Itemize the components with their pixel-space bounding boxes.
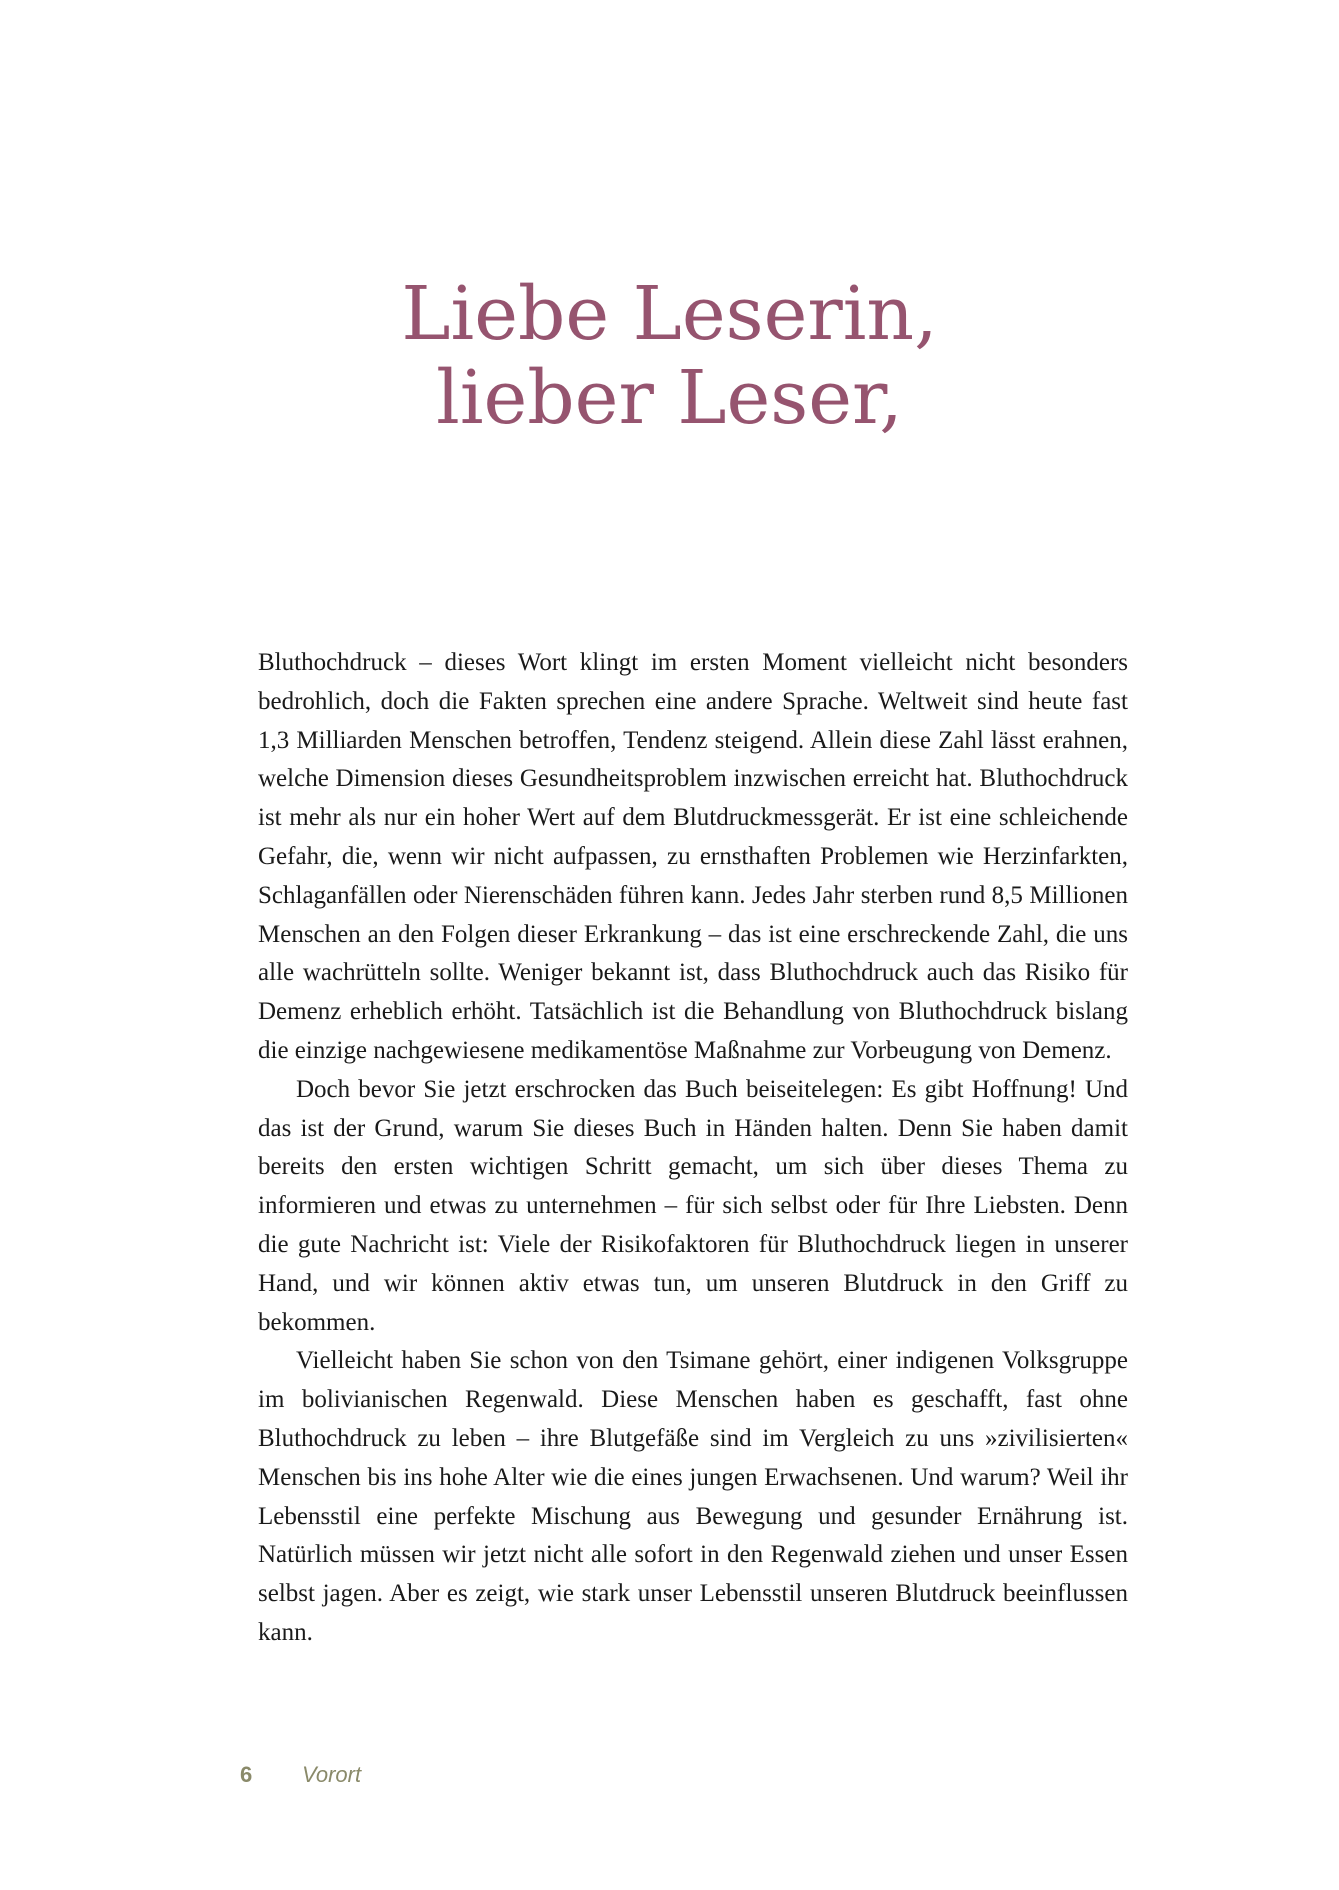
paragraph-2: Doch bevor Sie jetzt erschrocken das Buch beiseitelegen: Es gibt Hoffnung! Und das ist der Grund, warum Sie dieses Buch in Händen halten. Denn Sie haben damit bereits den ersten wichtigen Schritt gemacht, um sich über dieses Thema zu informieren und etwas zu unternehmen – für sich selbst oder für Ihre Liebsten. Denn die gute Nachricht ist: Viele der Risikofaktoren für Bluthochdruck liegen in unserer Hand, und wir können aktiv etwas tun, um unseren Blutdruck in den Griff zu bekommen. bbox=[258, 1075, 1128, 1336]
page-number: 6 bbox=[240, 1762, 253, 1787]
paragraph-3: Vielleicht haben Sie schon von den Tsimane gehört, einer indigenen Volksgruppe im bolivianischen Regenwald. Diese Menschen haben es geschafft, fast ohne Bluthochdruck zu leben – ihre Blutgefäße sind im Vergleich zu uns »zivilisierten« Menschen bis ins hohe Alter wie die eines jungen Erwachsenen. Und warum? Weil ihr Lebensstil eine perfekte Mischung aus Bewegung und gesunder Ernährung ist. Natürlich müssen wir jetzt nicht alle sofort in den Regenwald ziehen und unser Essen selbst jagen. Aber es zeigt, wie stark unser Lebensstil unseren Blutdruck beeinflussen kann. bbox=[258, 1347, 1128, 1646]
paragraph-1: Bluthochdruck – dieses Wort klingt im ersten Moment vielleicht nicht besonders bedrohlich, doch die Fakten sprechen eine andere Sprache. Weltweit sind heute fast 1,3 Milliarden Menschen betroffen, Tendenz steigend. Allein diese Zahl lässt erahnen, welche Dimension dieses Gesundheitsproblem inzwischen erreicht hat. Bluthochdruck ist mehr als nur ein hoher Wert auf dem Blutdruckmessgerät. Er ist eine schleichende Gefahr, die, wenn wir nicht aufpassen, zu ernsthaften Problemen wie Herzinfarkten, Schlaganfällen oder Nierenschäden führen kann. Jedes Jahr sterben rund 8,5 Millionen Menschen an den Folgen dieser Erkrankung – das ist eine erschreckende Zahl, die uns alle wachrütteln sollte. Weniger bekannt ist, dass Bluthochdruck auch das Risiko für Demenz erheblich erhöht. Tatsächlich ist die Behandlung von Bluthochdruck bislang die einzige nachgewiesene medikamentöse Maßnahme zur Vorbeugung von Demenz. bbox=[258, 649, 1128, 1064]
heading-line-1: Liebe Leserin, bbox=[401, 271, 938, 357]
heading-line-2: lieber Leser, bbox=[436, 355, 903, 441]
page-heading bbox=[0, 272, 1339, 440]
section-label: Vorort bbox=[302, 1762, 362, 1787]
body-text bbox=[258, 644, 1128, 1653]
page-footer bbox=[240, 1762, 361, 1788]
